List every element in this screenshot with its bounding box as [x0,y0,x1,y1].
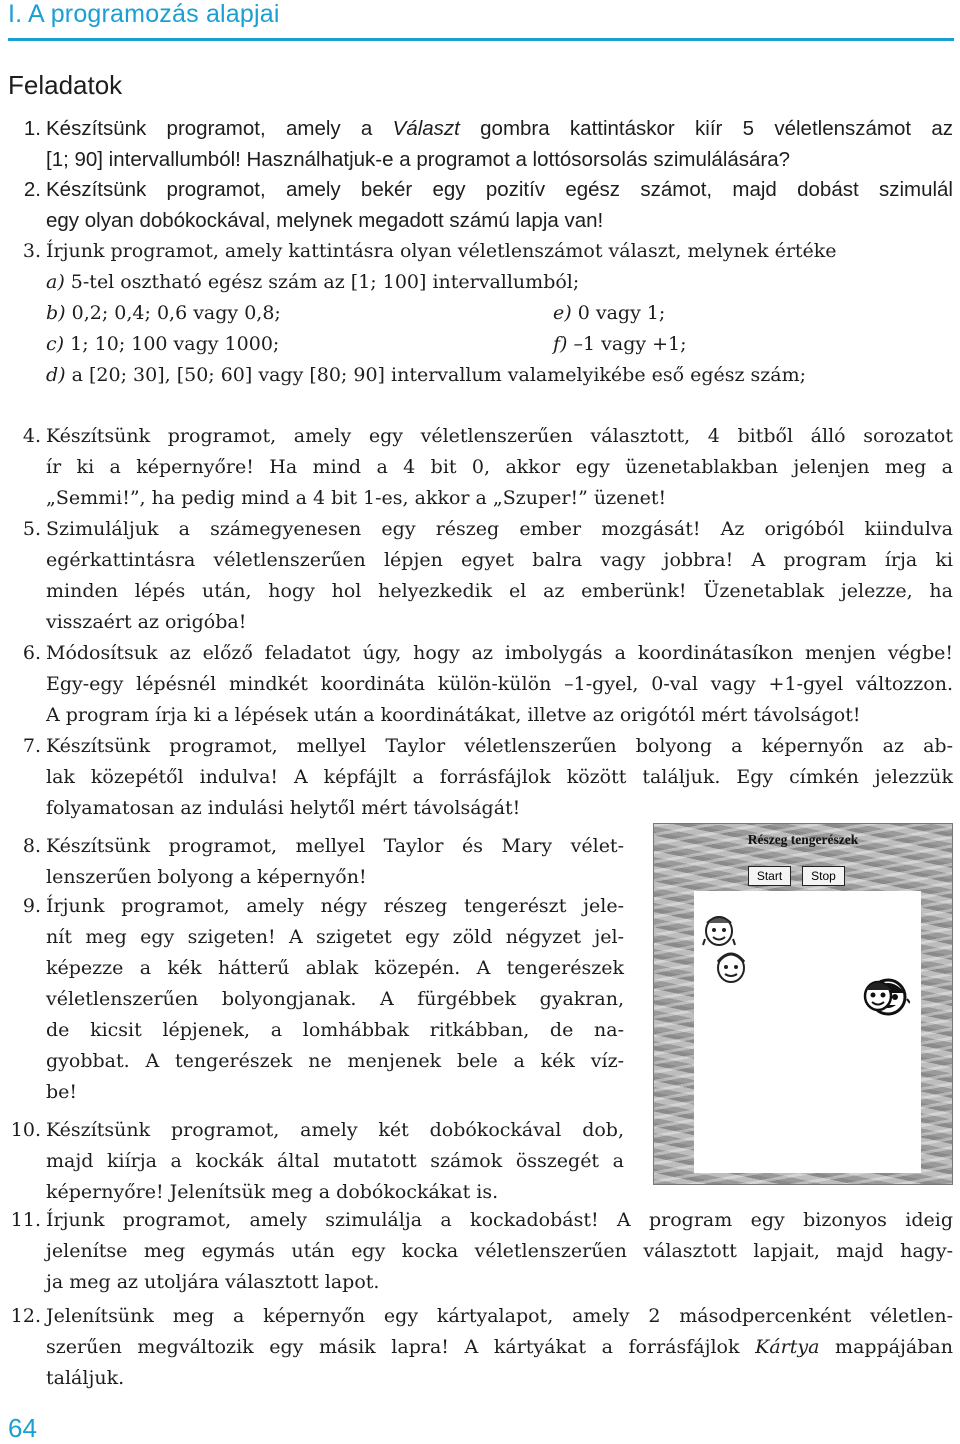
task-number: 12. [10,1305,41,1327]
task-line [46,638,953,669]
task-text: Írjunk programot, amely szimulálja a kockadobást! A program egy bizonyos ideig [46,1209,953,1231]
task-text: véletlenszerűen bolyongjanak. A fürgébbek gyakran, [46,988,624,1010]
task-line [46,174,953,205]
task-text: [1; 90] intervallumból! Használhatjuk-e a programot a lottósorsolás szimulálására? [46,148,791,171]
task-text: mappájában [819,1336,953,1358]
task-line [46,1301,953,1332]
task-line [46,731,953,762]
task-line [46,483,666,514]
task-text: folyamatosan az indulási helytől mért távolságát! [46,797,521,819]
task-line [46,1077,77,1108]
task-text: „Semmi!”, ha pedig mind a 4 bit 1-es, akkor a „Szuper!” üzenet! [46,487,667,509]
task-number: 2. [23,178,41,201]
task-text: Készítsünk programot, amely a [46,117,393,140]
stop-button[interactable]: Stop [802,866,845,886]
task-line [46,1046,624,1077]
task-text: Készítsünk programot, amely bekér egy pozitív egész számot, majd dobást szimulál [46,178,953,201]
subitem-e [553,298,665,329]
task-number: 1. [23,117,41,140]
task-line [46,922,624,953]
task-text: majd kiírja a kockák által mutatott számok összegét a [46,1150,624,1172]
task-line [46,891,624,922]
page-number: 64 [8,1413,37,1443]
task-text: nít meg egy szigeten! A szigetet egy zöld négyzet jel- [46,926,624,948]
task-line [46,514,953,545]
task-line [46,1205,953,1236]
task-line [46,1115,624,1146]
task-text-italic: Választ [392,117,460,140]
task-number: 8. [22,835,41,857]
section-title: Feladatok [8,70,123,100]
task-line [46,607,246,638]
task-text: képernyőre! Jelenítsük meg a dobókockákat is. [46,1181,499,1203]
task-text: Módosítsuk az előző feladatot úgy, hogy az imbolygás a koordinátasíkon menjen végbe! [46,642,953,664]
task-line [46,205,603,236]
subitem-c [46,329,279,360]
task-text: szerűen megváltozik egy másik lapra! A kártyákat a forrásfájlok [46,1336,756,1358]
task-text: Készítsünk programot, mellyel Taylor és Mary vélet- [46,835,624,857]
subitem-d [46,360,806,391]
task-text: Írjunk programot, amely kattintásra olyan véletlenszámot választ, melynek értéke [46,240,837,262]
subitem-letter: f) [553,333,568,355]
task-text: minden lépés után, hogy hol helyezkedik el az emberünk! Üzenetablak jelezze, ha [46,580,953,602]
subitem-letter: d) [46,364,66,386]
task-text-italic: Kártya [755,1336,820,1358]
subitem-b [46,298,281,329]
task-number: 6. [22,642,41,664]
task-line [46,113,953,144]
task-text: de kicsit lépjenek, a lomhábbak ritkábban, de na- [46,1019,624,1041]
task-line [46,1236,953,1267]
subitem-a [46,267,579,298]
task-line [46,984,624,1015]
task-line [46,762,953,793]
task-line [46,831,624,862]
task-line [46,236,837,267]
task-text: Szimuláljuk a számegyenesen egy részeg ember mozgását! Az origóból kiindulva [46,518,953,540]
task-line [46,1015,624,1046]
task-text: ír ki a képernyőre! Ha mind a 4 bit 0, akkor egy üzenetablakban jelenjen meg a [46,456,953,478]
task-text: jelenítse meg egymás után egy kocka véletlenszerűen választott lapjait, majd hagy- [46,1240,953,1262]
subitem-letter: e) [553,302,572,324]
task-number: 10. [10,1119,41,1141]
figure-window-title: Részeg tengerészek [747,832,859,847]
task-line [46,669,953,700]
task-text: Készítsünk programot, amely két dobókockával dob, [46,1119,624,1141]
subitem-text: 1; 10; 100 vagy 1000; [70,333,280,355]
header-rule [8,38,954,41]
task-text: Készítsünk programot, amely egy véletlenszerűen választott, 4 bitből álló sorozatot [46,425,953,447]
task-line [46,862,367,893]
subitem-text: 5-tel osztható egész szám az [1; 100] intervallumból; [70,271,580,293]
sailor-icon [702,909,736,949]
task-text: képezze a kék hátterű ablak közepén. A tengerészek [46,957,624,979]
subitem-f [553,329,687,360]
task-number: 5. [22,518,41,540]
task-line [46,1332,953,1363]
task-text: Jelenítsünk meg a képernyőn egy kártyalapot, amely 2 másodpercenként véletlen- [46,1305,953,1327]
task-text: egérkattintásra véletlenszerűen lépjen egyet balra vagy jobbra! A program írja ki [46,549,953,571]
task-line [46,576,953,607]
subitem-text: –1 vagy +1; [573,333,687,355]
task-line [46,953,624,984]
subitem-text: 0,2; 0,4; 0,6 vagy 0,8; [71,302,281,324]
task-line [46,144,790,175]
task-text: lak közepétől indulva! A képfájlt a forrásfájlok között találjuk. Egy címkén jelezzük [46,766,953,788]
task-text: Készítsünk programot, mellyel Taylor véletlenszerűen bolyong a képernyőn az ab- [46,735,953,757]
sailor-icon [714,946,748,986]
task-number: 7. [22,735,41,757]
sailor-icon [861,974,895,1014]
subitem-letter: b) [46,302,66,324]
task-line [46,545,953,576]
chapter-title: I. A programozás alapjai [8,0,280,28]
task-line [46,700,860,731]
task-text: ja meg az utoljára választott lapot. [46,1271,380,1293]
task-number: 11. [10,1209,41,1231]
task-text: A program írja ki a lépések után a koordinátákat, illetve az origótól mért távolságot! [46,704,861,726]
task-line [46,1267,379,1298]
task-line [46,1363,124,1394]
task-line [46,1146,624,1177]
task-number: 3. [22,240,41,262]
task-line [46,793,520,824]
task-text: gyobbat. A tengerészek ne menjenek bele a kék víz- [46,1050,624,1072]
task-line [46,452,953,483]
task-number: 9. [22,895,41,917]
task-text: lenszerűen bolyong a képernyőn! [46,866,367,888]
task-line [46,1177,498,1208]
task-text: találjuk. [46,1367,125,1389]
start-button[interactable]: Start [748,866,791,886]
task-text: be! [46,1081,78,1103]
task-text: Írjunk programot, amely négy részeg tengerészt jele- [46,895,624,917]
subitem-text: 0 vagy 1; [577,302,666,324]
task-number: 4. [22,425,41,447]
island-area [694,891,921,1173]
task-text: visszaért az origóba! [46,611,247,633]
task-text: egy olyan dobókockával, melynek megadott számú lapja van! [46,209,604,232]
drunken-sailors-screenshot [653,823,953,1185]
subitem-letter: c) [46,333,65,355]
subitem-letter: a) [46,271,65,293]
task-line [46,421,953,452]
task-text: gombra kattintáskor kiír 5 véletlenszámot az [459,117,954,140]
task-text: Egy-egy lépésnél mindkét koordináta külön-külön –1-gyel, 0-val vagy +1-gyel változzon. [46,673,953,695]
subitem-text: a [20; 30], [50; 60] vagy [80; 90] intervallum valamelyikébe eső egész szám; [71,364,807,386]
